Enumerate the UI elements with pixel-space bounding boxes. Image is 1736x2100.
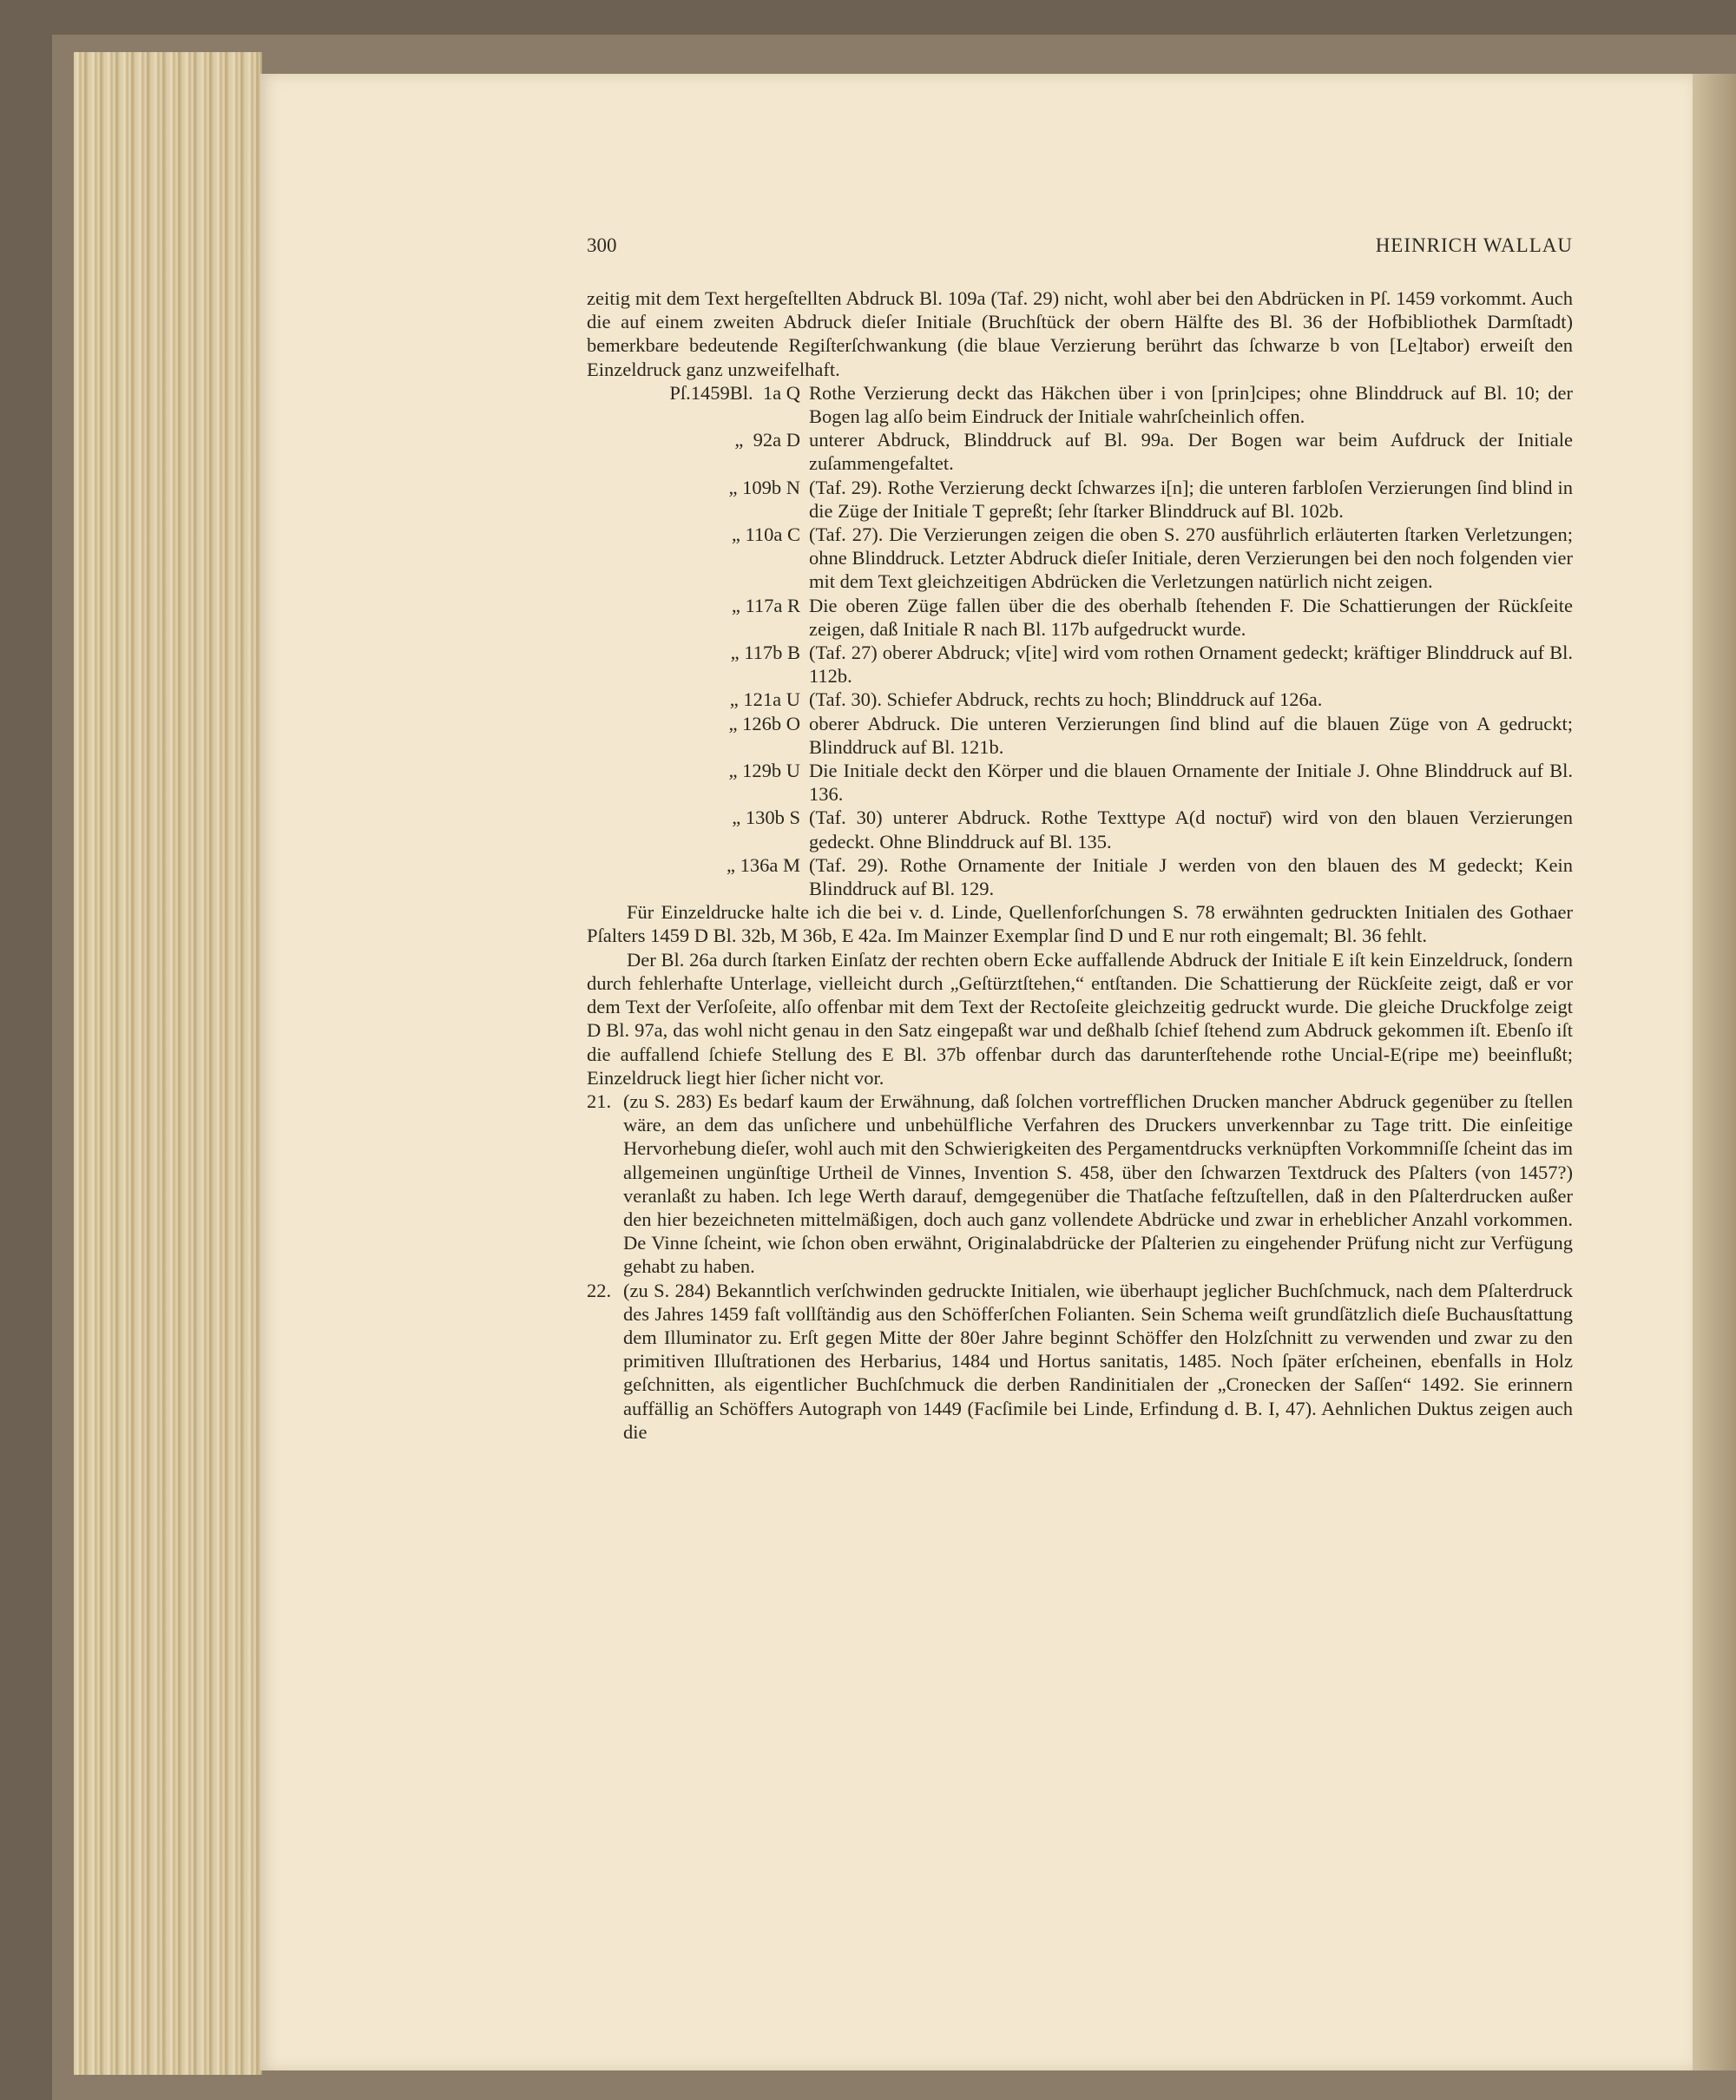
list-item (587, 428, 1573, 475)
list-item (587, 381, 1573, 428)
entry-text: oberer Abdruck. Die unteren Verzierungen ſind blind auf die blauen Züge von A gedruckt; Blinddruck auf Bl. 121b. (809, 712, 1573, 758)
entry-text: Die oberen Züge fallen über die des oberhalb ſtehenden F. Die Schattierungen der Rückſeite zeigen, daß Initiale R nach Bl. 117b aufgedruckt wurde. (809, 594, 1573, 640)
note-number: 22. (587, 1279, 612, 1301)
entry-label: „ 110a C (731, 523, 800, 546)
note-22 (587, 1279, 1573, 1444)
list-item (587, 641, 1573, 688)
entry-label: Pſ.1459Bl. 1a Q (669, 381, 800, 404)
entry-text: (Taf. 30) unterer Abdruck. Rothe Texttype A(d noctur̄) wird von den blauen Verzierungen gedeckt. Ohne Blinddruck auf Bl. 135. (809, 806, 1573, 853)
entry-label: „ 92a D (734, 429, 800, 451)
entry-text: Die Initiale deckt den Körper und die blauen Ornamente der Initiale J. Ohne Blinddruck auf Bl. 136. (809, 760, 1573, 806)
note-text: (zu S. 283) Es bedarf kaum der Erwähnung, daß ſolchen vortrefflichen Drucken mancher Abdruck gegenüber zu ſtellen wäre, an dem das unſichere und unbehülfliche Verfahren des Druckers unverkennbar zu Tage tritt. Die einſeitige Hervorhebung dieſer, wohl auch mit den Schwierigkeiten des Pergamentdrucks verknüpften Vorkommniſſe ſcheint das im allgemeinen ungünſtige Urtheil de Vinnes, Invention S. 458, über den ſchwarzen Textdruck des Pſalters (von 1457?) veranlaßt zu haben. Ich lege Werth darauf, demgegenüber die Thatſache feſtzuſtellen, daß in den Pſalterdrucken außer den hier bezeichneten mittelmäßigen, doch auch ganz vollendete Abdrücke und zwar in erheblicher Anzahl vorkommen. De Vinne ſcheint, wie ſchon oben erwähnt, Originalabdrücke der Pſalterien zu eingehender Prüfung nicht zur Verfügung gehabt zu haben. (623, 1089, 1573, 1278)
entry-text: unterer Abdruck, Blinddruck auf Bl. 99a. Der Bogen war beim Aufdruck der Initiale zuſammengefaltet. (809, 429, 1573, 475)
opening-paragraph: zeitig mit dem Text hergeſtellten Abdruck Bl. 109a (Taf. 29) nicht, wohl aber bei den Abdrücken in Pſ. 1459 vorkommt. Auch die auf einem zweiten Abdruck dieſer Initiale (Bruchſtück der obern Hälfte des Bl. 36 der Hofbibliothek Darmſtadt) bemerkbare bedeutende Regiſterſchwankung (die blaue Verzierung berührt das ſchwarze b von [Le]tabor) erweiſt den Einzeldruck ganz unzweifelhaft. (587, 287, 1573, 380)
entry-label: „ 117b B (730, 642, 800, 664)
entry-text: Rothe Verzierung deckt das Häkchen über i von [prin]cipes; ohne Blinddruck auf Bl. 10; der Bogen lag alſo beim Eindruck der Initiale wahrſcheinlich offen. (809, 381, 1573, 428)
entry-text: (Taf. 27). Die Verzierungen zeigen die oben S. 270 ausführlich erläuterten ſtarken Verletzungen; ohne Blinddruck. Letzter Abdruck dieſer Initiale, deren Verzierungen bei den noch folgenden vier mit dem Text gleichzeitigen Abdrücken die Verletzungen natürlich nicht zeigen. (809, 523, 1573, 593)
facing-page-edge (1693, 74, 1736, 2070)
paragraph: Der Bl. 26a durch ſtarken Einſatz der rechten obern Ecke auffallende Abdruck der Initiale E iſt kein Einzeldruck, ſondern durch fehlerhafte Unterlage, vielleicht durch „Geſtürztſtehen,“ entſtanden. Die Schattierung der Rückſeite zeigt, daß er vor dem Text der Verſoſeite, alſo offenbar mit dem Text der Rectoſeite gleichzeitig gedruckt wurde. Die gleiche Druckfolge zeigt D Bl. 97a, das wohl nicht genau in den Satz eingepaßt war und deßhalb ſchief ſtehend zum Abdruck gekommen iſt. Ebenſo iſt die auffallend ſchiefe Stellung des E Bl. 37b offenbar durch das darunterſtehende rothe Uncial-E(ripe me) beeinflußt; Einzeldruck liegt hier ſicher nicht vor. (587, 948, 1573, 1089)
entry-list (587, 381, 1573, 900)
list-item (587, 853, 1573, 900)
entry-label: „ 136a M (727, 853, 800, 876)
page-header (587, 234, 1573, 260)
list-item (587, 523, 1573, 594)
paragraph: Für Einzeldrucke halte ich die bei v. d. Linde, Quellenforſchungen S. 78 erwähnten gedruckten Initialen des Gothaer Pſalters 1459 D Bl. 32b, M 36b, E 42a. Im Mainzer Exemplar ſind D und E nur roth eingemalt; Bl. 36 fehlt. (587, 901, 1573, 947)
running-head: HEINRICH WALLAU (1375, 234, 1573, 256)
entry-label: „ 126b O (728, 712, 800, 734)
page-number: 300 (587, 234, 617, 256)
list-item (587, 806, 1573, 853)
list-item (587, 688, 1573, 711)
entry-label: „ 121a U (729, 688, 800, 711)
page-edges (74, 52, 262, 2075)
note-number: 21. (587, 1089, 612, 1112)
entry-label: „ 129b U (728, 760, 800, 782)
list-item (587, 594, 1573, 641)
entry-label: „ 130b S (732, 806, 800, 829)
note-text: (zu S. 284) Bekanntlich verſchwinden gedruckte Initialen, wie überhaupt jeglicher Buchſchmuck, nach dem Pſalterdruck des Jahres 1459 faſt vollſtändig aus den Schöfferſchen Folianten. Sein Schema weiſt grundſätzlich dieſe Buchausſtattung dem Illuminator zu. Erſt gegen Mitte der 80er Jahre beginnt Schöffer den Holzſchnitt zu verwenden und zwar zu den primitiven Illuſtrationen des Herbarius, 1484 und Hortus sanitatis, 1485. Noch ſpäter erſcheinen, ebenfalls in Holz geſchnitten, als eigentlicher Buchſchmuck die derben Randinitialen der „Cronecken der Saſſen“ 1492. Sie erinnern auffällig an Schöffers Autograph von 1449 (Facſimile bei Linde, Erfindung d. B. I, 47). Aehnlichen Duktus zeigen auch die (623, 1279, 1573, 1443)
entry-label: „ 117a R (731, 594, 800, 616)
entry-text: (Taf. 27) oberer Abdruck; v[ite] wird vom rothen Ornament gedeckt; kräftiger Blinddruck auf Bl. 112b. (809, 642, 1573, 688)
entry-text: (Taf. 30). Schiefer Abdruck, rechts zu hoch; Blinddruck auf 126a. (809, 688, 1323, 711)
entry-label: „ 109b N (728, 476, 800, 498)
body-text (587, 286, 1573, 1444)
entry-text: (Taf. 29). Rothe Verzierung deckt ſchwarzes i[n]; die unteren farbloſen Verzierungen ſind blind in die Züge der Initiale T gepreßt; ſehr ſtarker Blinddruck auf Bl. 102b. (809, 476, 1573, 522)
entry-text: (Taf. 29). Rothe Ornamente der Initiale J werden von den blauen des M gedeckt; Kein Blinddruck auf Bl. 129. (809, 853, 1573, 900)
list-item (587, 476, 1573, 523)
list-item (587, 712, 1573, 759)
note-21 (587, 1089, 1573, 1279)
list-item (587, 759, 1573, 806)
